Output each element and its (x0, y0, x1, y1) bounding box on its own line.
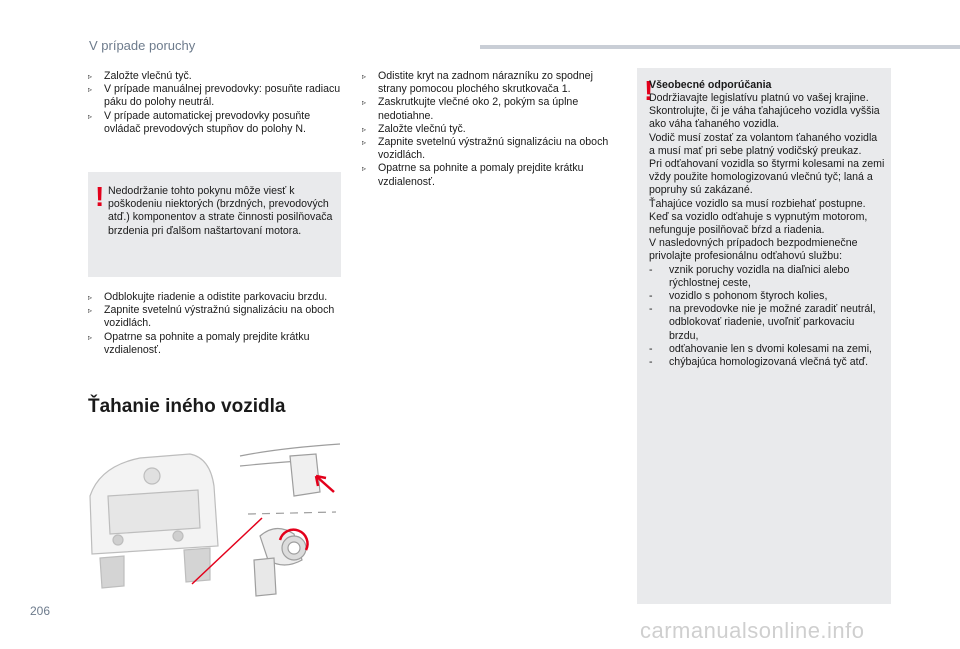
list-item: ▹ Zapnite svetelnú výstražnú signalizáciu na oboch vozidlách. (362, 136, 609, 162)
paragraph: Vodič musí zostať za volantom ťahaného vozidla a musí mať pri sebe platný vodičský preukaz. (649, 131, 878, 157)
list-item: ▹ Odblokujte riadenie a odistite parkovaciu brzdu. (88, 291, 328, 303)
bullet-icon: ▹ (362, 98, 367, 108)
header-bar (480, 45, 960, 49)
bullet-icon: ▹ (362, 138, 367, 148)
paragraph: Dodržiavajte legislatívu platnú vo vašej krajine. (649, 92, 869, 104)
list-item: - na prevodovke nie je možné zaradiť neutrál, odblokovať riadenie, uvoľniť parkovaciu brzdu, (649, 303, 876, 342)
paragraph: V nasledovných prípadoch bezpodmienečne privolajte profesionálnu odťahovú službu: (649, 237, 858, 263)
tow-other-vehicle-steps (362, 70, 617, 189)
towing-eye-illustration (80, 436, 350, 606)
list-item: ▹ Založte vlečnú tyč. (362, 122, 466, 135)
watermark: carmanualsonline.info (640, 618, 865, 643)
list-item: - vznik poruchy vozidla na diaľnici alebo rýchlostnej ceste, (649, 263, 850, 289)
list-item: ▹ Založte vlečnú tyč. (88, 70, 192, 82)
header-title: V prípade poruchy (89, 38, 196, 53)
list-item: - odťahovanie len s dvomi kolesami na zemi, (649, 342, 873, 355)
list-item: ▹ Opatrne sa pohnite a pomaly prejdite krátku vzdialenosť. (362, 162, 584, 188)
paragraph: Pri odťahovaní vozidla so štyrmi kolesami na zemi vždy použite homologizovanú vlečnú tyč; laná a popruhy sú zakázané. (649, 158, 885, 197)
bullet-icon: ▹ (88, 85, 93, 95)
car-rear-drawing (90, 454, 218, 588)
warning-text: Nedodržanie tohto pokynu môže viesť k poškodeniu niektorých (brzdných, prevodových atď.) komponentov a strate činnosti posilňovača brzdenia pri ďalšom naštartovaní motora. (108, 185, 333, 237)
list-item: - chýbajúca homologizovaná vlečná tyč atď. (649, 356, 869, 369)
list-item: - vozidlo s pohonom štyroch kolies, (649, 290, 828, 303)
bullet-icon: ▹ (88, 332, 93, 342)
general-recommendations-box (637, 68, 891, 604)
paragraph: Ťahajúce vozidlo sa musí rozbiehať postupne. (649, 197, 866, 210)
warning-icon: ! (95, 181, 105, 212)
list-item: ▹ Zaskrutkujte vlečné oko 2, pokým sa úplne nedotiahne. (362, 96, 579, 122)
warning-icon: ! (644, 75, 654, 106)
recommendations-title: Všeobecné odporúčania (649, 79, 772, 91)
bumper-detail (240, 444, 340, 596)
bullet-icon: ▹ (88, 293, 93, 302)
page-number: 206 (30, 604, 51, 618)
recommendations-body (649, 92, 885, 369)
bullet-icon: ▹ (88, 306, 93, 316)
warning-box (88, 172, 341, 277)
bullet-icon: ▹ (362, 124, 367, 134)
paragraph: Skontrolujte, či je váha ťahajúceho vozidla vyššia ako váha ťahaného vozidla. (649, 105, 880, 131)
bullet-icon: ▹ (88, 111, 93, 121)
bullet-icon: ▹ (362, 164, 367, 174)
paragraph: Keď sa vozidlo odťahuje s vypnutým motorom, nefunguje posilňovač bŕzd a riadenia. (649, 210, 868, 237)
tow-bar-steps-list (88, 70, 343, 136)
list-item: ▹ Opatrne sa pohnite a pomaly prejdite krátku vzdialenosť. (88, 330, 310, 356)
bullet-icon: ▹ (88, 72, 93, 81)
list-item: ▹ Zapnite svetelnú výstražnú signalizáciu na oboch vozidlách. (88, 304, 335, 330)
list-item: ▹ V prípade manuálnej prevodovky: posuňte radiacu páku do polohy neutrál. (88, 83, 341, 109)
list-item: ▹ V prípade automatickej prevodovky posuňte ovládač prevodových stupňov do polohy N. (88, 109, 311, 135)
release-steps-list (88, 291, 343, 357)
professional-tow-cases-list (649, 264, 885, 370)
section-title: Ťahanie iného vozidla (88, 396, 286, 417)
bullet-icon: ▹ (362, 72, 367, 81)
list-item: ▹ Odistite kryt na zadnom nárazníku zo spodnej strany pomocou plochého skrutkovača 1. (362, 70, 593, 96)
